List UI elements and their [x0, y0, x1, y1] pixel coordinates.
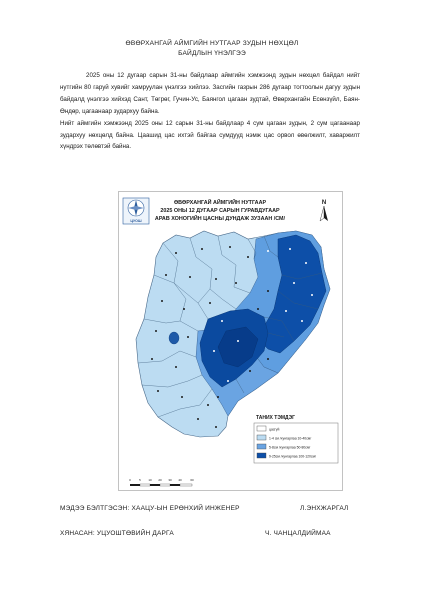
north-label: N: [321, 200, 327, 206]
prepared-by: МЭДЭЭ БЭЛТГЭСЭН: ХААЦУ-ЫН ЕРӨНХИЙ ИНЖЕНЕР: [60, 505, 240, 512]
document-body: [60, 70, 360, 153]
scale-label-3: 20: [158, 478, 162, 482]
scale-label-5: 40: [178, 478, 182, 482]
legend-label-dark: 9-25см /хунгарлаа 100-120см/: [269, 454, 316, 459]
scale-label-2: 10: [148, 478, 152, 482]
legend-title: ТАНИХ ТЭМДЭГ: [256, 415, 296, 421]
reviewed-by-name: Ч. ЧАНЦАЛДИЙМАА: [265, 530, 331, 537]
scale-label-0: 0: [129, 478, 131, 482]
paragraph-1: 2025 оны 12 дугаар сарын 31-ны байдлаар аймгийн хэмжээнд зудын нөхцөл байдал нийт нутгийн 80 гаруй хувийг хамруулан үнэлгээ хийлээ. Засгийн газрын 286 дугаар тогтоолын дагуу зудын байдалд үнэлгээ хийхэд Сант, Төгрөг, Гучин-Ус, Баянгол цагаан зудтай, Өвөрхангайн Есөнзүйл, Баян-Өндөр, цагаанаар зудархуу байна.: [60, 72, 360, 115]
map-svg: [118, 191, 343, 491]
logo-text: ЦУОШ: [130, 219, 142, 223]
agency-logo: [123, 198, 149, 224]
scale-label-4: 30: [168, 478, 172, 482]
map-title-line3: АРАВ ХОНОГИЙН ЦАСНЫ ДУНДАЖ ЗУЗААН /СМ/: [154, 216, 286, 222]
snow-depth-map: [118, 191, 343, 491]
prepared-by-name: Л.ЭНХЖАРГАЛ: [300, 505, 349, 512]
scale-label-1: 5: [139, 478, 141, 482]
legend-swatch-dark: [257, 453, 266, 458]
snow-pocket: [169, 332, 179, 344]
legend-label-medium: 5-8см /хунгарлаа 50-80см/: [269, 445, 311, 450]
legend-label-none: цасгүй: [269, 427, 280, 432]
legend-swatch-medium: [257, 444, 266, 449]
document-title: [40, 39, 384, 58]
legend-swatch-none: [257, 426, 266, 431]
paragraph-2: Нийт аймгийн хэмжээнд 2025 оны 12 сарын 31-ны байдлаар 4 сум цагаан зудын, 2 сум цагаанаар зудархуу нөхцөлд байна. Цаашид цас ихтэй байгаа сумдууд нэмж цас орвол өвөлжилт, хаваржилт хүндрэх төлөвтэй байна.: [60, 119, 360, 151]
map-title-line1: ӨВӨРХАНГАЙ АЙМГИЙН НУТГААР: [173, 200, 267, 206]
reviewed-by: ХЯНАСАН: УЦУОШТӨВИЙН ДАРГА: [60, 530, 174, 537]
document-title-line2: БАЙДЛЫН ҮНЭЛГЭЭ: [178, 49, 246, 57]
document-title-line1: ӨВӨРХАНГАЙ АЙМГИЙН НУТГААР ЗУДЫН НӨХЦӨЛ: [125, 40, 299, 47]
map-title-line2: 2025 ОНЫ 12 ДУГААР САРЫН ГУРАВДУГААР: [160, 208, 280, 214]
scale-label-6: 60: [190, 478, 194, 482]
legend-label-light: 1-4 см /хунгарлаа 10-40см/: [269, 436, 312, 441]
legend-swatch-light: [257, 435, 266, 440]
